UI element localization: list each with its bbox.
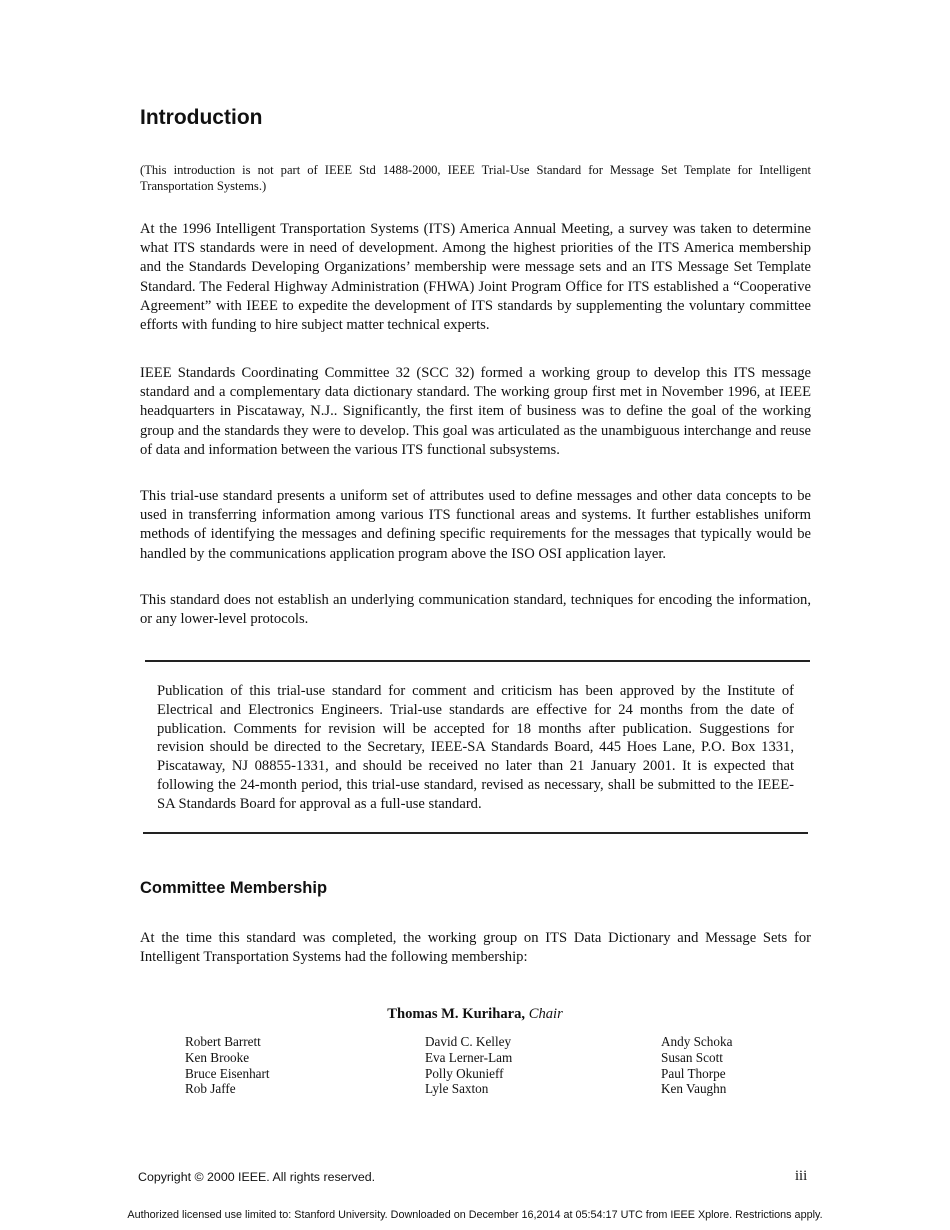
section-heading: Committee Membership [140, 879, 328, 897]
member-name: Ken Vaughn [661, 1081, 727, 1097]
member-name: Bruce Eisenhart [185, 1065, 270, 1081]
member-name: Lyle Saxton [425, 1081, 489, 1097]
license-notice: Authorized licensed use limited to: Stanford University. Downloaded on December 16,2014 at 05:54:17 UTC from IEEE Xplore. Restrictions apply. [127, 1209, 823, 1221]
member-name: Paul Thorpe [661, 1065, 726, 1081]
page-number: iii [795, 1168, 808, 1184]
paragraph: IEEE Standards Coordinating Committee 32 (SCC 32) formed a working group to develop this ITS message standard and a complementary data dictionary standard. The working group first met in November 1996, at IEEE headquarters in Piscataway, N.J.. Significantly, the first item of business was to define the goal of the working group and the standards they were to develop. This goal was articulated as the unambiguous interchange and reuse of data and information between the various ITS functional subsystems. [140, 365, 811, 458]
member-name: Polly Okunieff [425, 1065, 504, 1081]
paragraph: This standard does not establish an underlying communication standard, techniques for encoding the information, or any lower-level protocols. [140, 592, 811, 628]
member-name: David C. Kelley [425, 1034, 512, 1049]
committee-chair [0, 1006, 950, 1023]
member-column [661, 1034, 732, 1097]
member-column [425, 1034, 512, 1097]
member-name: Susan Scott [661, 1049, 723, 1065]
notice-bottom-rule [143, 832, 808, 834]
notice-top-rule [145, 660, 810, 662]
member-name: Rob Jaffe [185, 1081, 236, 1097]
copyright-notice: Copyright © 2000 IEEE. All rights reserved. [138, 1170, 376, 1184]
paragraph: At the 1996 Intelligent Transportation Systems (ITS) America Annual Meeting, a survey was taken to determine what ITS standards were in need of development. Among the highest priorities of the ITS America membership and the Standards Developing Organizations’ membership were message sets and an ITS Message Set Template Standard. The Federal Highway Administration (FHWA) Joint Program Office for ITS established a “Cooperative Agreement” with IEEE to expedite the development of ITS standards by supplementing the voluntary committee efforts with funding to hire subject matter technical experts. [140, 221, 811, 334]
member-name: Andy Schoka [661, 1034, 733, 1049]
member-name: Eva Lerner-Lam [425, 1049, 513, 1065]
chair-role: Chair [528, 1006, 563, 1022]
page-title: Introduction [140, 106, 263, 129]
member-name: Ken Brooke [185, 1049, 250, 1065]
committee-intro: At the time this standard was completed, the working group on ITS Data Dictionary and Message Sets for Intelligent Transportation Systems had the following membership: [140, 930, 811, 966]
publication-notice: Publication of this trial-use standard for comment and criticism has been approved by the Institute of Electrical and Electronics Engineers. Trial-use standards are effective for 24 months from the date of publication. Comments for revision will be accepted for 18 months after publication. Suggestions for revision should be directed to the Secretary, IEEE-SA Standards Board, 445 Hoes Lane, P.O. Box 1331, Piscataway, NJ 08855-1331, and should be received no later than 21 January 2001. It is expected that following the 24-month period, this trial-use standard, revised as necessary, shall be submitted to the IEEE-SA Standards Board for approval as a full-use standard. [157, 683, 794, 812]
introduction-note: (This introduction is not part of IEEE Std 1488-2000, IEEE Trial-Use Standard for Message Set Template for Intelligent Transportation Systems.) [140, 163, 811, 193]
paragraph: This trial-use standard presents a uniform set of attributes used to define messages and other data concepts to be used in transferring information among various ITS functional areas and systems. It further establishes uniform methods of identifying the messages and defining specific requirements for the messages that typically would be handled by the communications application program above the ISO OSI application layer. [140, 488, 811, 562]
member-name: Robert Barrett [185, 1034, 261, 1049]
chair-name: Thomas M. Kurihara, [387, 1006, 526, 1022]
member-column [185, 1034, 270, 1097]
